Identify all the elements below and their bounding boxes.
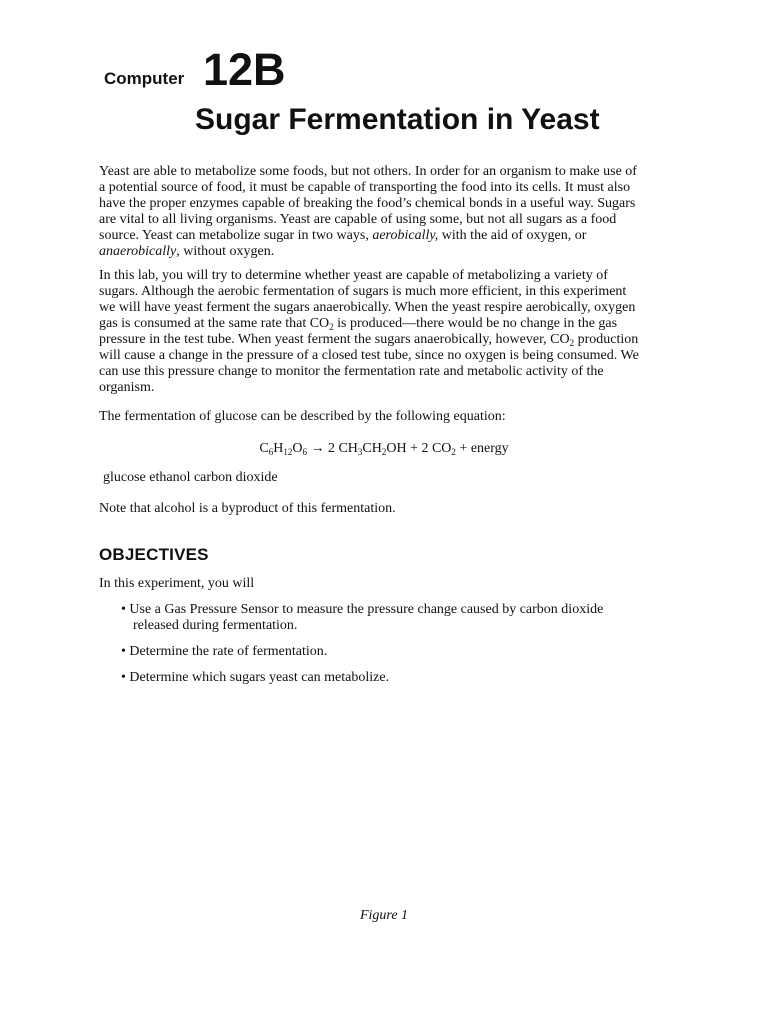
equation-intro: The fermentation of glucose can be described by the following equation: — [99, 409, 506, 424]
paragraph-line: are vital to all living organisms. Yeast are capable of using some, but not all sugars as a food — [99, 212, 617, 227]
subscript: 2 — [569, 338, 575, 348]
paragraph-line: can use this pressure change to monitor the fermentation rate and metabolic activity of the — [99, 364, 604, 379]
objective-text-continued: released during fermentation. — [133, 618, 298, 633]
objective-text: • Determine the rate of fermentation. — [121, 644, 328, 659]
text-run: pressure in the test tube. When yeast ferment the sugars anaerobically, however, CO — [99, 332, 570, 347]
equation-part: C — [259, 441, 269, 456]
equation-labels: glucose ethanol carbon dioxide — [103, 470, 278, 485]
subscript: 2 — [381, 447, 387, 457]
paragraph-line: will cause a change in the pressure of a closed test tube, since no oxygen is being consumed. We — [99, 348, 639, 363]
equation-part: O — [292, 441, 303, 456]
paragraph-line: we will have yeast ferment the sugars anaerobically. When the yeast respire aerobically, oxygen — [99, 300, 636, 315]
paragraph-line: In this lab, you will try to determine whether yeast are capable of metabolizing a variety of — [99, 268, 608, 283]
paragraph-line: have the proper enzymes capable of breaking the food’s chemical bonds in a useful way. Sugars — [99, 196, 636, 211]
chapter-number: 12B — [203, 44, 286, 95]
objective-text: • Determine which sugars yeast can metabolize. — [121, 670, 390, 685]
byproduct-note: Note that alcohol is a byproduct of this fermentation. — [99, 501, 396, 516]
paragraph-line — [99, 228, 687, 244]
objectives-list — [121, 602, 603, 696]
paragraph-line — [99, 316, 687, 332]
chapter-label: Computer — [104, 69, 185, 88]
figure-caption: Figure 1 — [359, 908, 409, 923]
lab-paragraph — [99, 268, 687, 396]
paragraph-line: a potential source of food, it must be capable of transporting the food into its cells. It must also — [99, 180, 631, 195]
equation-part: OH + 2 CO — [386, 441, 452, 456]
paragraph-line: Yeast are able to metabolize some foods, but not others. In order for an organism to make use of — [99, 164, 637, 179]
text-run: production — [574, 332, 639, 347]
equation-part: H — [273, 441, 284, 456]
text-run: source. Yeast can metabolize sugar in two ways, — [99, 228, 373, 243]
subscript: 6 — [268, 447, 274, 457]
page-title: Sugar Fermentation in Yeast — [195, 103, 600, 136]
subscript: 2 — [329, 322, 334, 332]
paragraph-line: sugars. Although the aerobic fermentation of sugars is much more efficient, in this experiment — [99, 284, 627, 299]
list-item — [121, 644, 603, 660]
objectives-intro: In this experiment, you will — [99, 576, 255, 591]
text-run: with the aid of oxygen, or — [438, 228, 587, 243]
objective-text: • Use a Gas Pressure Sensor to measure the pressure change caused by carbon dioxide — [121, 602, 604, 617]
subscript: 12 — [283, 447, 293, 457]
subscript: 3 — [357, 447, 363, 457]
aerobically-term: aerobically, — [372, 228, 439, 243]
paragraph-line — [99, 332, 687, 348]
paragraph-line — [99, 244, 687, 260]
intro-paragraph — [99, 164, 687, 260]
subscript: 2 — [451, 447, 456, 457]
text-run: gas is consumed at the same rate that CO — [99, 316, 330, 331]
objectives-heading: OBJECTIVES — [99, 545, 209, 564]
equation-part: + energy — [455, 441, 509, 456]
text-run: is produced—there would be no change in the gas — [333, 316, 618, 331]
subscript: 6 — [302, 447, 307, 457]
list-item — [121, 670, 603, 686]
text-run: , without oxygen. — [176, 244, 275, 259]
paragraph-line: organism. — [99, 380, 155, 395]
equation-part: → 2 CH — [306, 441, 358, 456]
fermentation-equation — [0, 441, 768, 457]
anaerobically-term: anaerobically — [99, 244, 177, 259]
list-item — [121, 602, 603, 634]
equation-part: CH — [362, 441, 382, 456]
